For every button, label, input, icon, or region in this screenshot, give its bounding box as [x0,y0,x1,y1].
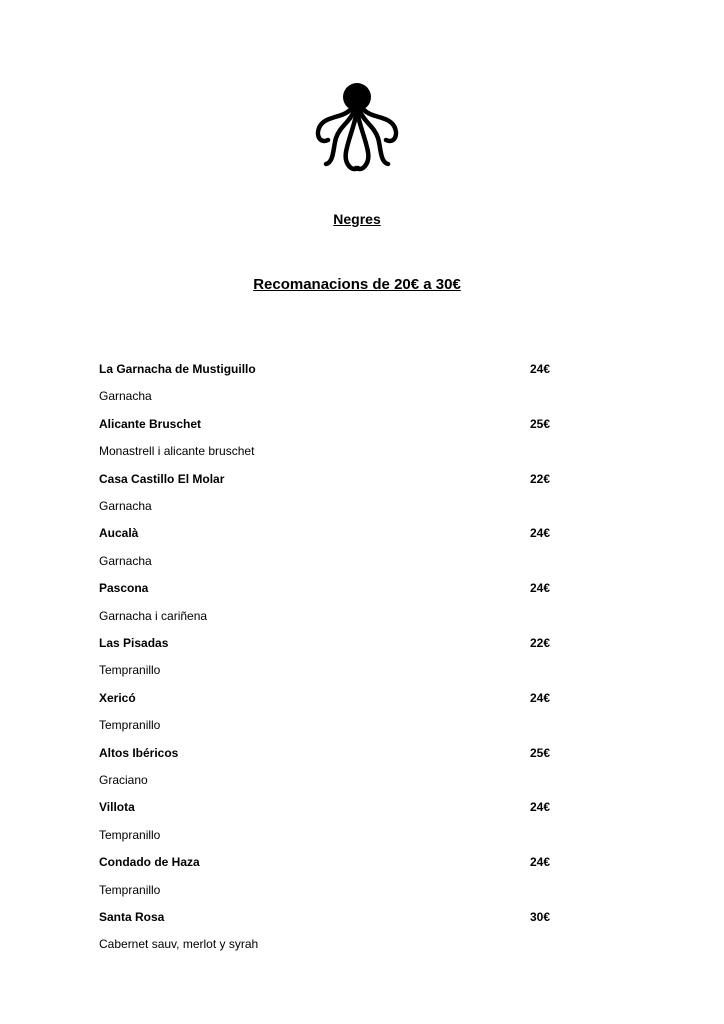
wine-price: 24€ [529,690,550,705]
wine-price: 24€ [529,800,550,815]
wine-price: 24€ [529,526,550,541]
wine-name: Aucalà [99,526,139,541]
section-title: Negres [333,211,381,227]
wine-grape: Graciano [99,772,148,787]
wine-name: Xericó [99,690,136,705]
wine-name: Pascona [99,581,149,596]
list-item [99,415,559,470]
list-item [99,360,559,415]
wine-grape: Tempranillo [99,718,161,733]
list-item [99,853,559,908]
wine-grape: Monastrell i alicante bruschet [99,444,255,459]
wine-price: 25€ [529,745,550,760]
octopus-icon [312,80,402,176]
list-item [99,634,559,689]
wine-name: La Garnacha de Mustiguillo [99,362,256,376]
wine-price: 22€ [529,471,550,486]
list-item [99,579,559,634]
list-item [99,798,559,853]
wine-grape: Tempranillo [99,827,161,842]
wine-name: Casa Castillo El Molar [99,471,225,486]
wine-name: Santa Rosa [99,909,165,924]
wine-price: 25€ [529,416,550,431]
wine-price: 24€ [529,362,550,376]
wine-grape: Garnacha i cariñena [99,608,208,623]
wine-price: 24€ [529,855,550,870]
wine-price: 30€ [529,909,550,924]
wine-name: Altos Ibéricos [99,745,179,760]
wine-grape: Cabernet sauv, merlot y syrah [99,937,259,952]
list-item [99,470,559,525]
wine-list [99,360,559,963]
list-item [99,744,559,799]
wine-name: Condado de Haza [99,855,200,870]
list-item [99,689,559,744]
list-item [99,524,559,579]
wine-grape: Tempranillo [99,663,161,678]
wine-price: 22€ [529,635,550,650]
wine-grape: Garnacha [99,553,152,568]
wine-grape: Garnacha [99,389,152,404]
page-subtitle: Recomanacions de 20€ a 30€ [253,276,461,293]
wine-name: Las Pisadas [99,635,169,650]
wine-name: Alicante Bruschet [99,416,202,431]
wine-name: Villota [99,800,135,815]
wine-grape: Tempranillo [99,882,161,897]
list-item [99,908,559,963]
wine-price: 24€ [529,581,550,596]
wine-grape: Garnacha [99,498,152,513]
